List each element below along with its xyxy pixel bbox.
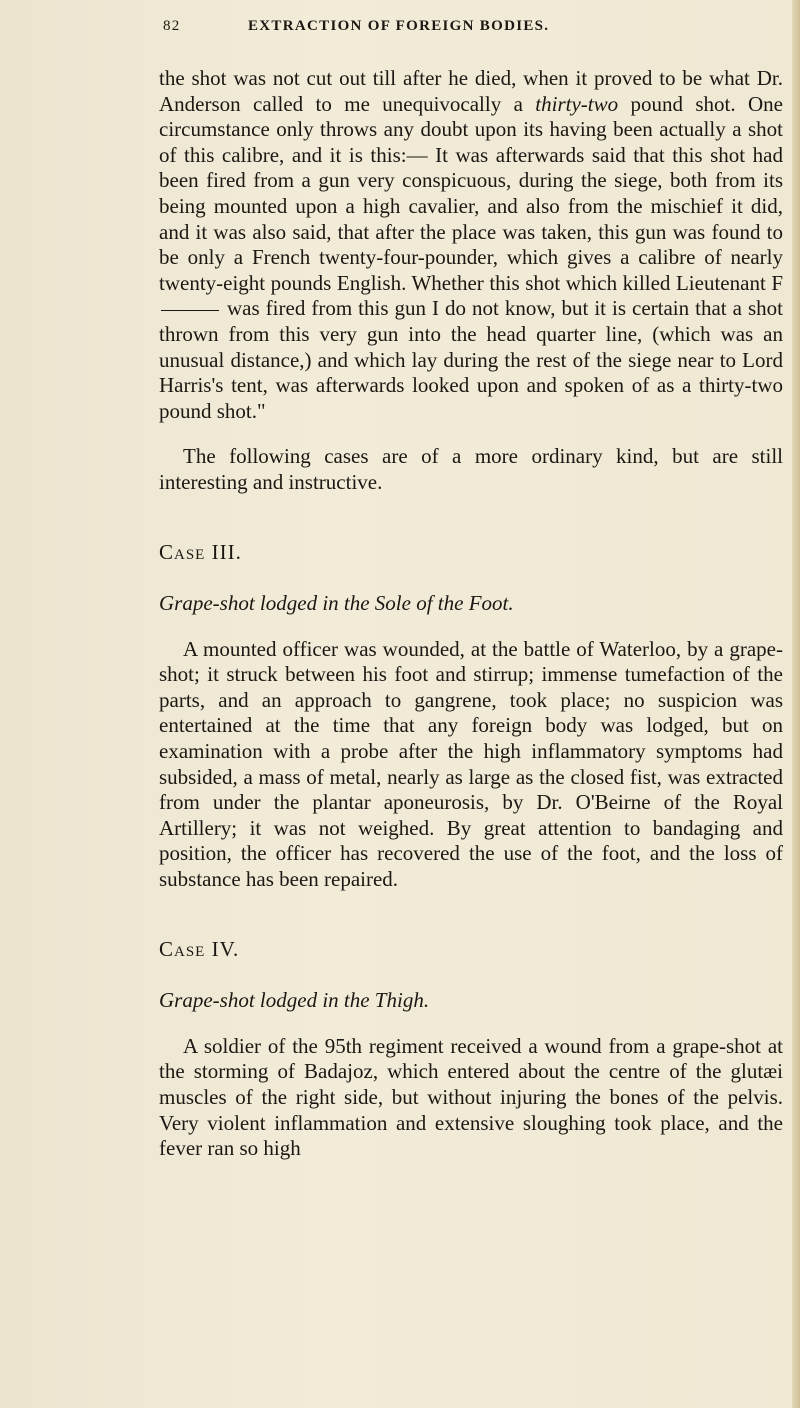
paragraph-continuation xyxy=(159,66,783,424)
case-4-body: A soldier of the 95th regiment received a wound from a grape-shot at the storming of Badajoz, which entered about the centre of the glutæi muscles of the right side, but without injuring the bones of the pelvis. Very violent inflammation and extensive sloughing took place, and the fever ran so high xyxy=(159,1033,783,1161)
case-4-title: Case IV. xyxy=(159,936,240,961)
case-4-subtitle: Grape-shot lodged in the Thigh. xyxy=(159,988,430,1013)
case-3-body: A mounted officer was wounded, at the battle of Waterloo, by a grape-shot; it struck between his foot and stirrup; immense tumefaction of the parts, and an approach to gangrene, took place; no suspicion was entertained at the time that any foreign body was lodged, but on examination with a probe after the high inflammatory symptoms had subsided, a mass of metal, nearly as large as the closed fist, was extracted from under the plantar aponeurosis, by Dr. O'Beirne of the Royal Artillery; it was not weighed. By great attention to bandaging and position, the officer has recovered the use of the foot, and the loss of substance has been repaired. xyxy=(159,636,783,892)
running-title: EXTRACTION OF FOREIGN BODIES. xyxy=(248,18,550,34)
case-3-title: Case III. xyxy=(159,539,242,564)
emphasis-text: thirty-two xyxy=(535,91,619,116)
page-edge xyxy=(792,0,800,1408)
paragraph-text: pound shot. One circumstance only throws any doubt upon its having been actually a shot of this calibre, and it is this:— It was afterwards said that this shot had been fired from a gun very conspicuous, during the siege, both from its being mounted upon a high cavalier, and also from the mischief it did, and it was also said, that after the place was taken, this gun was found to be only a French twenty-four-pounder, which gives a calibre of nearly twenty-eight pounds English. Whether this shot which killed Lieutenant F xyxy=(159,91,783,295)
page-number: 82 xyxy=(163,18,181,34)
name-dash xyxy=(161,310,219,311)
case-3-subtitle: Grape-shot lodged in the Sole of the Foot. xyxy=(159,591,514,616)
paragraph-intro-cases: The following cases are of a more ordinary kind, but are still interesting and instructive. xyxy=(159,444,783,494)
paragraph-text: the shot was not cut out till after he died, when it proved to be what Dr. Anderson called to me unequivocally a xyxy=(159,66,783,116)
paragraph-text: was fired from this gun I do not know, but it is certain that a shot thrown from this very gun into the head quarter line, (which was an unusual distance,) and which lay during the rest of the siege near to Lord Harris's tent, was afterwards looked upon and spoken of as a thirty-two pound shot." xyxy=(159,296,783,423)
body-text xyxy=(159,66,783,1162)
